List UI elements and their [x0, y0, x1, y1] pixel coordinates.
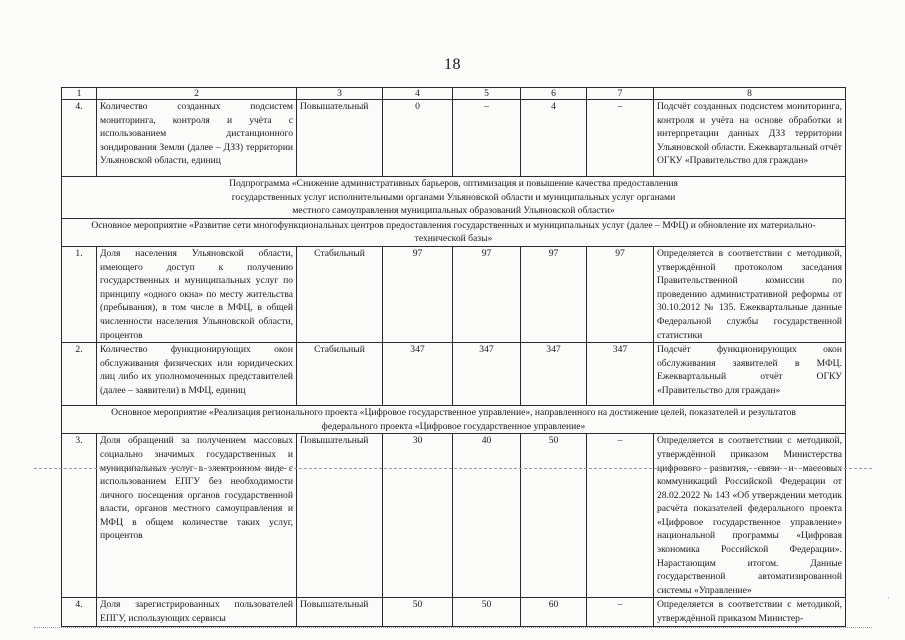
- value-cell: 50: [521, 434, 587, 598]
- activity-title: Основное мероприятие «Реализация регионального проекта «Цифровое государственное управление», направленного на достижение целей, показателей и результатов федерального проекта «Цифровое государственное управление»: [62, 406, 846, 434]
- indicator-type: Стабильный: [297, 343, 383, 406]
- value-cell: 97: [521, 246, 587, 342]
- subprogram-row: [62, 177, 846, 219]
- activity-title: Основное мероприятие «Развитие сети многофункциональных центров предоставления государственных и муниципальных услуг (далее – МФЦ) и обновление их материально-технической базы»: [62, 218, 846, 246]
- page-number: 18: [444, 56, 461, 73]
- value-cell: 50: [383, 598, 453, 626]
- value-cell: 97: [453, 246, 521, 342]
- row-number: 3.: [62, 434, 97, 598]
- value-cell: 0: [383, 100, 453, 177]
- column-number: 2: [97, 88, 297, 100]
- value-cell: 347: [587, 343, 654, 406]
- row-number: 4.: [62, 598, 97, 626]
- calculation-method: Определяется в соответствии с методикой, утверждённой приказом Министер-: [654, 598, 846, 626]
- value-cell: –: [587, 434, 654, 598]
- column-number: 6: [521, 88, 587, 100]
- value-cell: 97: [587, 246, 654, 342]
- value-cell: 347: [521, 343, 587, 406]
- value-cell: 30: [383, 434, 453, 598]
- column-numbers-row: [62, 88, 846, 100]
- column-number: 1: [62, 88, 97, 100]
- indicator-name: Количество созданных подсистем мониторинга, контроля и учёта с использованием дистанционного зондирования Земли (далее – ДЗЗ) территории Ульяновской области, единиц: [97, 100, 297, 177]
- value-cell: 347: [383, 343, 453, 406]
- calculation-method: Подсчёт функционирующих окон обслуживания заявителей в МФЦ. Ежеквартальный отчёт ОГКУ «Правительство для граждан»: [654, 343, 846, 406]
- indicator-type: Стабильный: [297, 246, 383, 342]
- activity-row: [62, 218, 846, 246]
- table-row: [62, 343, 846, 406]
- indicator-name: Доля обращений за получением массовых социально значимых государственных и муниципальных услуг в электронном виде с использованием ЕПГУ без необходимости личного посещения органов государственной власти, органов местного самоуправления и МФЦ в общем количестве таких услуг, процентов: [97, 434, 297, 598]
- value-cell: –: [453, 100, 521, 177]
- activity-row: [62, 406, 846, 434]
- scan-artifact-mark: ·: [887, 594, 890, 603]
- table-row: [62, 434, 846, 598]
- column-number: 7: [587, 88, 654, 100]
- row-number: 4.: [62, 100, 97, 177]
- indicator-type: Повышательный: [297, 100, 383, 177]
- value-cell: 50: [453, 598, 521, 626]
- scan-artifact-line: [34, 468, 872, 469]
- row-number: 1.: [62, 246, 97, 342]
- value-cell: –: [587, 598, 654, 626]
- indicator-name: Доля населения Ульяновской области, имеющего доступ к получению государственных и муниципальных услуг по принципу «одного окна» по месту жительства (пребывания), в том числе в МФЦ, в общей численности населения Ульяновской области, процентов: [97, 246, 297, 342]
- column-number: 3: [297, 88, 383, 100]
- column-number: 5: [453, 88, 521, 100]
- subprogram-title: Подпрограмма «Снижение административных барьеров, оптимизация и повышение качества предоставления государственных услуг исполнительными органами Ульяновской области и муниципальных услуг органами местного самоуправления муниципальных образований Ульяновской области»: [62, 177, 846, 219]
- indicator-name: Доля зарегистрированных пользователей ЕПГУ, использующих сервисы: [97, 598, 297, 626]
- column-number: 8: [654, 88, 846, 100]
- table-row: [62, 246, 846, 342]
- indicators-table: [61, 87, 846, 627]
- scan-artifact-line: [34, 627, 872, 628]
- indicator-type: Повышательный: [297, 434, 383, 598]
- value-cell: 4: [521, 100, 587, 177]
- table-row: [62, 100, 846, 177]
- indicator-name: Количество функционирующих окон обслуживания физических или юридических лиц либо их уполномоченных представителей (далее – заявители) в МФЦ, единиц: [97, 343, 297, 406]
- row-number: 2.: [62, 343, 97, 406]
- column-number: 4: [383, 88, 453, 100]
- calculation-method: Подсчёт созданных подсистем мониторинга, контроля и учёта на основе обработки и интерпретации данных ДЗЗ территории Ульяновской области. Ежеквартальный отчёт ОГКУ «Правительство для граждан»: [654, 100, 846, 177]
- indicator-type: Повышательный: [297, 598, 383, 626]
- value-cell: 60: [521, 598, 587, 626]
- table-row: [62, 598, 846, 626]
- value-cell: 97: [383, 246, 453, 342]
- calculation-method: Определяется в соответствии с методикой, утверждённой приказом Министерства цифрового развития, связи и массовых коммуникаций Российской Федерации от 28.02.2022 № 143 «Об утверждении методик расчёта показателей федерального проекта «Цифровое государственное управление» национальной программы «Цифровая экономика Российской Федерации». Нарастающим итогом. Данные государственной автоматизированной системы «Управление»: [654, 434, 846, 598]
- value-cell: 347: [453, 343, 521, 406]
- calculation-method: Определяется в соответствии с методикой, утверждённой протоколом заседания Правительственной комиссии по проведению административной реформы от 30.10.2012 № 135. Ежеквартальные данные Федеральной службы государственной статистики: [654, 246, 846, 342]
- value-cell: 40: [453, 434, 521, 598]
- value-cell: –: [587, 100, 654, 177]
